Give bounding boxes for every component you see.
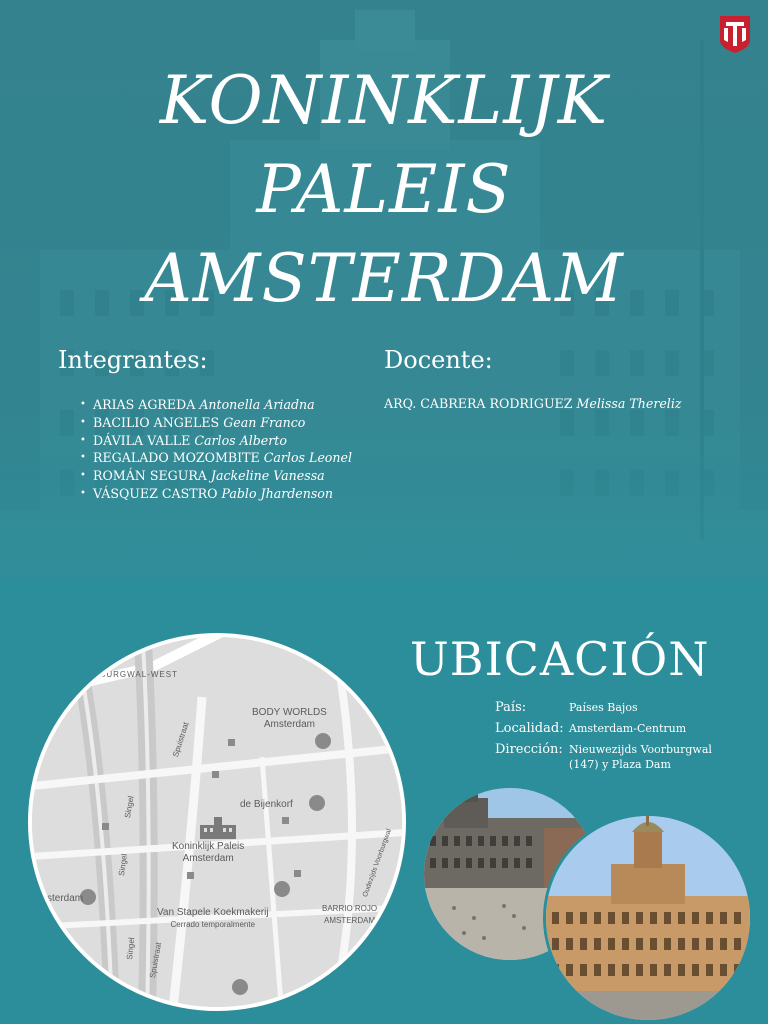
- map-label-barrio: [322, 903, 377, 927]
- member-surname: VÁSQUEZ CASTRO: [93, 485, 218, 501]
- member-given-name: Carlos Alberto: [194, 432, 287, 448]
- localidad-value: Amsterdam-Centrum: [569, 722, 687, 735]
- member-item: [80, 414, 352, 432]
- direccion-value: Nieuwezijds Voorburgwal (147) y Plaza Dam: [569, 743, 712, 771]
- map-label-restaurant-status: Cerrado temporalmente: [170, 920, 256, 929]
- map-label-restaurant: [157, 907, 269, 931]
- ubicacion-heading: UBICACIÓN: [410, 632, 710, 686]
- member-surname: REGALADO MOZOMBITE: [93, 450, 260, 466]
- map-label-amsterdam-left: Amsterdam: [32, 893, 84, 904]
- title-line-3: AMSTERDAM: [144, 240, 624, 317]
- university-logo: [718, 14, 752, 54]
- map-label-barrio-city: AMSTERDAM: [324, 916, 376, 925]
- member-given-name: Carlos Leonel: [263, 450, 352, 466]
- royal-palace-photo: [543, 813, 753, 1023]
- member-given-name: Antonella Ariadna: [199, 397, 315, 412]
- map-label-bijenkorf: de Bijenkorf: [240, 799, 293, 810]
- member-item: [80, 467, 352, 485]
- title-line-1: KONINKLIJK: [159, 62, 609, 139]
- docente-name: [384, 396, 682, 411]
- title-line-2: PALEIS: [256, 151, 512, 228]
- member-given-name: Gean Franco: [223, 414, 306, 430]
- info-row-direccion: [495, 742, 719, 772]
- map-label-body-worlds-name: BODY WORLDS: [252, 707, 327, 718]
- member-item: [80, 432, 352, 450]
- member-surname: BACILIO ANGELES: [93, 414, 220, 430]
- map-street-spuistraat: Spuistraat: [170, 721, 191, 759]
- member-item: [80, 449, 352, 467]
- member-item: [80, 396, 352, 414]
- map-street-oudezijds: Oudezijds Voorburgwal: [361, 828, 394, 899]
- pais-label: País:: [495, 700, 527, 715]
- map-street-singel-3: Singel: [124, 936, 137, 961]
- info-row-localidad: [495, 721, 719, 736]
- map-label-palace-name: Koninklijk Paleis: [172, 841, 245, 852]
- map-street-singel: Singel: [122, 795, 136, 819]
- map-label-body-worlds-city: Amsterdam: [263, 719, 315, 730]
- page-title: [0, 56, 768, 323]
- docente-given-name: Melissa Thereliz: [576, 396, 682, 411]
- map-street-singel-2: Singel: [116, 853, 129, 877]
- docente-surname: ARQ. CABRERA RODRIGUEZ: [384, 396, 573, 411]
- location-info: [495, 700, 719, 778]
- map-label-palace: [172, 841, 244, 865]
- members-list: [80, 396, 352, 503]
- map-label-palace-city: Amsterdam: [182, 853, 234, 864]
- pais-value: Países Bajos: [569, 701, 638, 714]
- member-surname: ROMÁN SEGURA: [93, 468, 207, 484]
- member-item: [80, 485, 352, 503]
- member-given-name: Pablo Jhardenson: [221, 485, 333, 501]
- integrantes-heading: Integrantes:: [58, 346, 208, 374]
- map-streets: [32, 637, 402, 1007]
- member-surname: DÁVILA VALLE: [93, 432, 191, 448]
- localidad-label: Localidad:: [495, 721, 564, 736]
- direccion-label: Dirección:: [495, 742, 563, 757]
- location-map[interactable]: [28, 633, 406, 1011]
- docente-heading: Docente:: [384, 346, 493, 374]
- map-street-spuistraat-2: Spuistraat: [147, 941, 164, 979]
- map-label-barrio-name: BARRIO ROJO: [322, 904, 378, 913]
- info-row-pais: [495, 700, 719, 715]
- member-given-name: Jackeline Vanessa: [210, 468, 325, 484]
- map-label-body-worlds: [252, 707, 327, 731]
- member-surname: ARIAS AGREDA: [93, 397, 196, 412]
- map-label-restaurant-name: Van Stapele Koekmakerij: [157, 907, 269, 918]
- map-label-district: BURGWAL-WEST: [100, 670, 178, 679]
